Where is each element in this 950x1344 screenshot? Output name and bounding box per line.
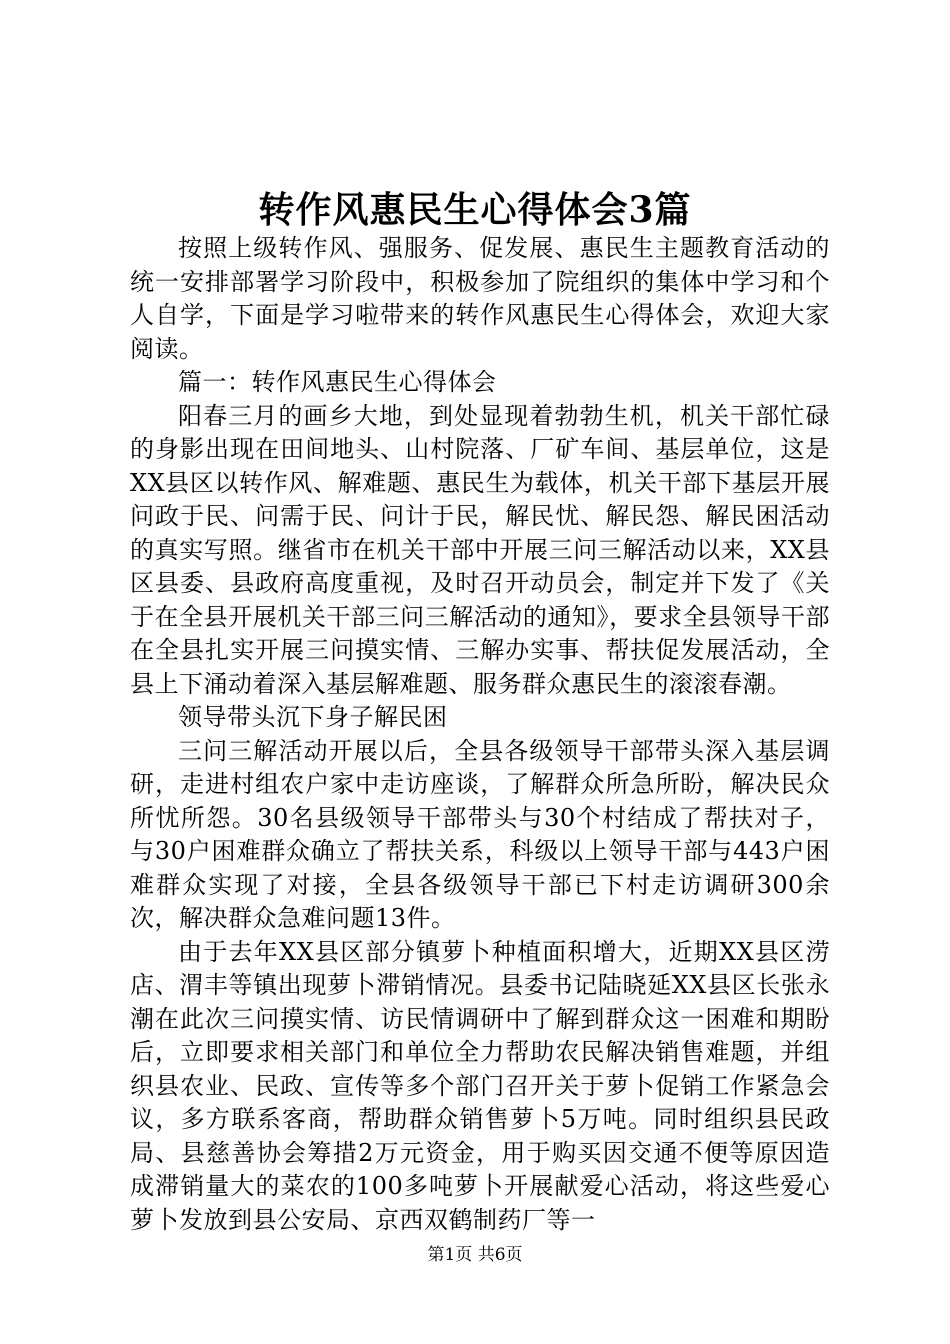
body-paragraph: 阳春三月的画乡大地，到处显现着勃勃生机，机关干部忙碌的身影出现在田间地头、山村院落、厂矿车间、基层单位，这是XX县区以转作风、解难题、惠民生为载体，机关干部下基层开展问政于民、问需于民、问计于民，解民忧、解民怨、解民困活动的真实写照。继省市在机关干部中开展三问三解活动以来，XX县区县委、县政府高度重视，及时召开动员会，制定并下发了《关于在全县开展机关干部三问三解活动的通知》，要求全县领导干部在全县扎实开展三问摸实情、三解办实事、帮扶促发展活动，全县上下涌动着深入基层解难题、服务群众惠民生的滚滚春潮。 <box>130 401 830 698</box>
document-body <box>130 232 830 1237</box>
intro-paragraph: 按照上级转作风、强服务、促发展、惠民生主题教育活动的统一安排部署学习阶段中，积极参加了院组织的集体中学习和个人自学，下面是学习啦带来的转作风惠民生心得体会，欢迎大家阅读。 <box>130 234 830 363</box>
subsection-heading: 领导带头沉下身子解民困 <box>178 703 448 731</box>
body-paragraph: 由于去年XX县区部分镇萝卜种植面积增大，近期XX县区涝店、渭丰等镇出现萝卜滞销情况。县委书记陆晓延XX县区长张永潮在此次三问摸实情、访民情调研中了解到群众这一困难和期盼后，立即要求相关部门和单位全力帮助农民解决销售难题，并组织县农业、民政、宣传等多个部门召开关于萝卜促销工作紧急会议，多方联系客商，帮助群众销售萝卜5万吨。同时组织县民政局、县慈善协会筹措2万元资金，用于购买因交通不便等原因造成滞销量大的菜农的100多吨萝卜开展献爱心活动，将这些爱心萝卜发放到县公安局、京西双鹤制药厂等一 <box>130 937 830 1234</box>
body-paragraph: 三问三解活动开展以后，全县各级领导干部带头深入基层调研，走进村组农户家中走访座谈，了解群众所急所盼，解决民众所忧所怨。30名县级领导干部带头与30个村结成了帮扶对子，与30户困难群众确立了帮扶关系，科级以上领导干部与443户困难群众实现了对接，全县各级领导干部已下村走访调研300余次，解决群众急难问题13件。 <box>130 736 830 932</box>
document-title: 转作风惠民生心得体会3篇 <box>258 189 692 231</box>
page-footer: 第1页 共6页 <box>427 1245 523 1265</box>
section-heading: 篇一：转作风惠民生心得体会 <box>178 368 497 396</box>
